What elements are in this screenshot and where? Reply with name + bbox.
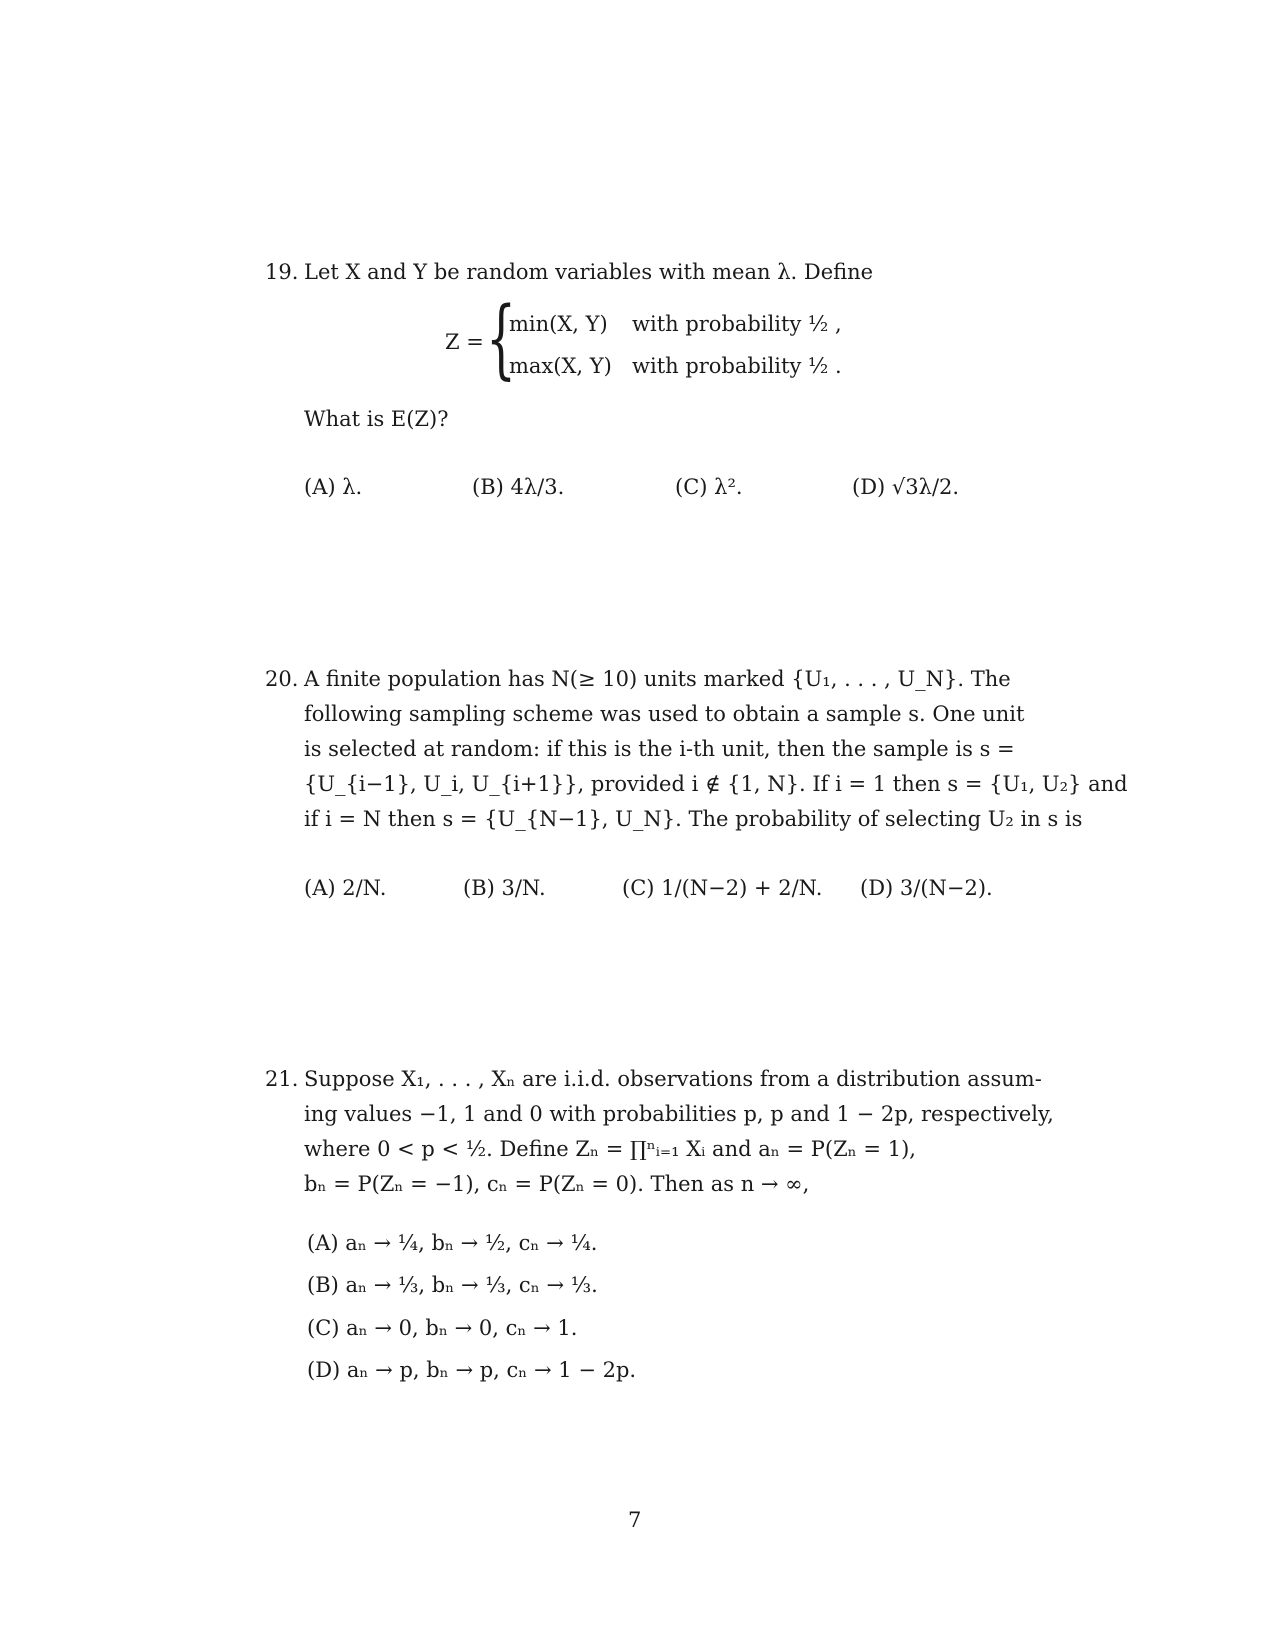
- question-number: 21.: [265, 1067, 299, 1091]
- option-b: (B) 4λ/3.: [472, 475, 565, 499]
- question-text-line: A finite population has N(≥ 10) units marked {U₁, . . . , U_N}. The: [304, 667, 1011, 691]
- option-c: (C) aₙ → 0, bₙ → 0, cₙ → 1.: [307, 1316, 578, 1340]
- case2-condition: with probability ½ .: [632, 354, 842, 378]
- option-d: (D) aₙ → p, bₙ → p, cₙ → 1 − 2p.: [307, 1358, 637, 1382]
- case1-condition: with probability ½ ,: [632, 312, 842, 336]
- option-a: (A) 2/N.: [304, 876, 387, 900]
- option-b: (B) 3/N.: [463, 876, 546, 900]
- case1-expression: min(X, Y): [509, 312, 608, 336]
- option-d: (D) 3/(N−2).: [860, 876, 993, 900]
- question-number: 20.: [265, 667, 299, 691]
- case2-expression: max(X, Y): [509, 354, 612, 378]
- question-text-line: following sampling scheme was used to obtain a sample s. One unit: [304, 702, 1025, 726]
- option-a: (A) aₙ → ¼, bₙ → ½, cₙ → ¼.: [307, 1231, 598, 1255]
- question-text-line: where 0 < p < ½. Define Zₙ = ∏ⁿᵢ₌₁ Xᵢ and aₙ = P(Zₙ = 1),: [304, 1137, 916, 1161]
- left-brace: {: [486, 289, 517, 389]
- question-text-line: bₙ = P(Zₙ = −1), cₙ = P(Zₙ = 0). Then as n → ∞,: [304, 1172, 810, 1196]
- question-text-line: {U_{i−1}, U_i, U_{i+1}}, provided i ∉ {1, N}. If i = 1 then s = {U₁, U₂} and: [304, 772, 1128, 796]
- question-text-line: Let X and Y be random variables with mean λ. Define: [304, 260, 874, 284]
- question-number: 19.: [265, 260, 299, 284]
- option-a: (A) λ.: [304, 475, 363, 499]
- question-text-line: Suppose X₁, . . . , Xₙ are i.i.d. observations from a distribution assum-: [304, 1067, 1042, 1091]
- question-text-line: ing values −1, 1 and 0 with probabilities p, p and 1 − 2p, respectively,: [304, 1102, 1054, 1126]
- page-number: 7: [628, 1508, 642, 1532]
- option-b: (B) aₙ → ⅓, bₙ → ⅓, cₙ → ⅓.: [307, 1273, 598, 1297]
- question-text-line: is selected at random: if this is the i-th unit, then the sample is s =: [304, 737, 1015, 761]
- question-prompt: What is E(Z)?: [304, 407, 449, 431]
- question-text-line: if i = N then s = {U_{N−1}, U_N}. The probability of selecting U₂ in s is: [304, 807, 1083, 831]
- option-c: (C) λ².: [675, 475, 743, 499]
- option-c: (C) 1/(N−2) + 2/N.: [622, 876, 823, 900]
- option-d: (D) √3λ/2.: [852, 475, 960, 499]
- definition-lhs: Z =: [445, 330, 484, 354]
